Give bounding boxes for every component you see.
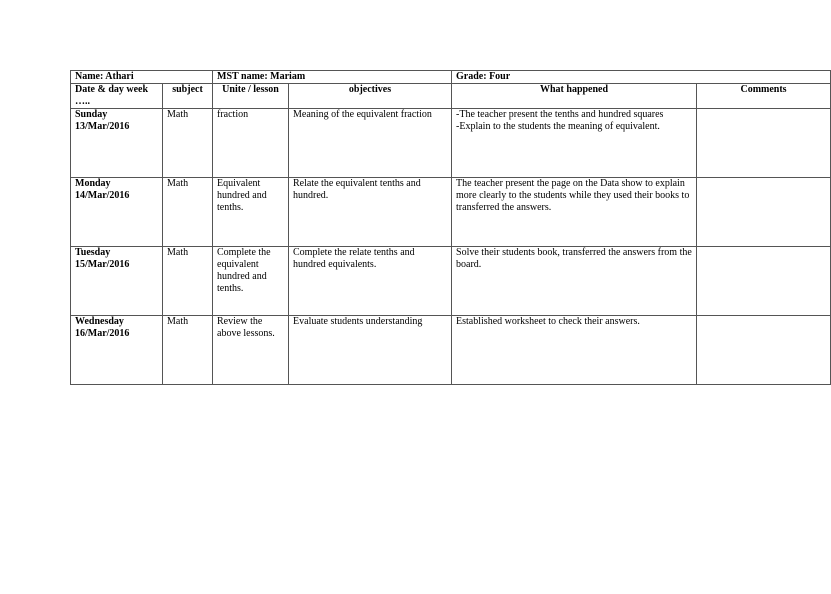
day-date-cell [71,316,163,385]
day-name: Wednesday [75,316,124,327]
subject-cell: Math [163,178,213,247]
what-happened-cell: Solve their students book, transferred the answers from the board. [452,247,697,316]
comments-cell [697,109,831,178]
day-name: Tuesday [75,247,111,258]
subject-cell: Math [163,316,213,385]
col-what-happened: What happened [452,84,697,109]
objectives-cell: Relate the equivalent tenths and hundred. [289,178,452,247]
subject-cell: Math [163,109,213,178]
table-row [71,109,831,178]
table-row [71,316,831,385]
comments-cell [697,316,831,385]
lesson-cell: fraction [213,109,289,178]
col-comments: Comments [697,84,831,109]
comments-cell [697,178,831,247]
col-date: Date & day week ….. [71,84,163,109]
grade-label: Grade: Four [452,71,831,84]
day-date: 16/Mar/2016 [75,328,130,339]
day-name: Monday [75,178,111,189]
day-date: 13/Mar/2016 [75,121,130,132]
day-date: 15/Mar/2016 [75,259,130,270]
col-subject: subject [163,84,213,109]
lesson-log-document [70,70,787,385]
header-row [71,71,831,84]
day-date-cell [71,109,163,178]
lesson-log-table [70,70,831,385]
lesson-cell: Review the above lessons. [213,316,289,385]
table-row [71,178,831,247]
day-date: 14/Mar/2016 [75,190,130,201]
col-lesson: Unite / lesson [213,84,289,109]
what-happened-cell: Established worksheet to check their answers. [452,316,697,385]
lesson-cell: Equivalent hundred and tenths. [213,178,289,247]
col-objectives: objectives [289,84,452,109]
subject-cell: Math [163,247,213,316]
lesson-cell: Complete the equivalent hundred and tenths. [213,247,289,316]
mst-name: MST name: Mariam [213,71,452,84]
column-header-row [71,84,831,109]
table-row [71,247,831,316]
day-name: Sunday [75,109,108,120]
day-date-cell [71,178,163,247]
objectives-cell: Complete the relate tenths and hundred equivalents. [289,247,452,316]
what-happened-cell: The teacher present the page on the Data show to explain more clearly to the students while they used their books to transferred the answers. [452,178,697,247]
comments-cell [697,247,831,316]
what-happened-cell: -The teacher present the tenths and hundred squares -Explain to the students the meaning of equivalent. [452,109,697,178]
objectives-cell: Evaluate students understanding [289,316,452,385]
objectives-cell: Meaning of the equivalent fraction [289,109,452,178]
student-name: Name: Athari [71,71,213,84]
day-date-cell [71,247,163,316]
